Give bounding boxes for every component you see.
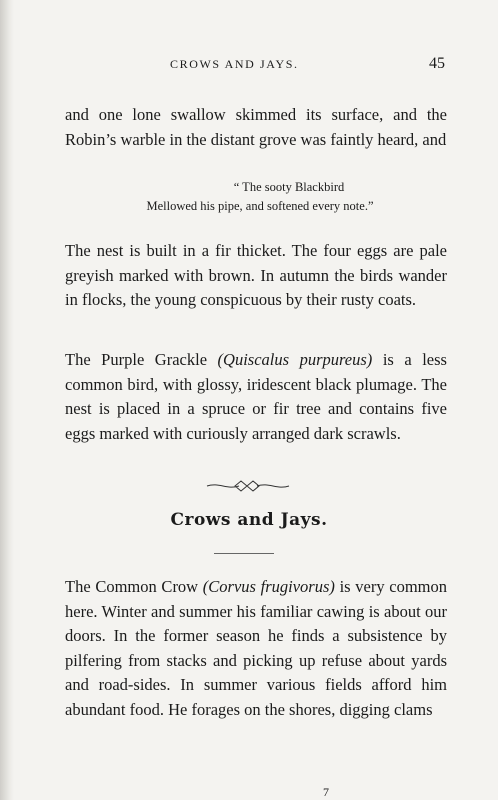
paragraph-1: and one lone swallow skimmed its surface, and the Robin’s warble in the distant grove was faintly heard, and bbox=[65, 105, 447, 149]
section-divider bbox=[214, 553, 274, 554]
quote-line-2: Mellowed his pipe, and softened every note.” bbox=[146, 199, 374, 213]
page-number: 45 bbox=[429, 55, 445, 72]
poem-quote bbox=[65, 178, 447, 216]
running-head: CROWS AND JAYS. bbox=[170, 57, 299, 71]
paragraph-4-start: The Common Crow bbox=[65, 577, 203, 596]
page-header bbox=[0, 52, 498, 82]
latin-name-purple-grackle: (Quiscalus purpureus) bbox=[217, 350, 373, 369]
paragraph-3-start: The Purple Grackle bbox=[65, 350, 218, 369]
paragraph-4 bbox=[65, 575, 447, 723]
paragraph-3-rest: is a less common bird, with glossy, iridescent black plumage. The nest is placed in a spruce or fir tree and contains five eggs marked with curiously arranged dark scrawls. bbox=[65, 350, 447, 443]
section-ornament-icon bbox=[205, 476, 291, 496]
latin-name-common-crow: (Corvus frugivorus) bbox=[202, 577, 335, 596]
signature-number: 7 bbox=[323, 785, 329, 799]
page-spine-shadow bbox=[0, 0, 14, 800]
paragraph-2: The nest is built in a fir thicket. The four eggs are pale greyish marked with brown. In autumn the birds wander in flocks, the young conspicuous by their rusty coats. bbox=[65, 241, 447, 310]
section-title: Crows and Jays. bbox=[170, 510, 328, 530]
paragraph-4-rest: is very common here. Winter and summer his familiar cawing is about our doors. In the former season he finds a subsistence by pilfering from stacks and picking up refuse about yards and road-sides. In summer various fields afford him abundant food. He forages on the shores, digging clams bbox=[65, 577, 447, 719]
quote-line-1: “ The sooty Blackbird bbox=[233, 180, 345, 194]
paragraph-3 bbox=[65, 348, 447, 446]
